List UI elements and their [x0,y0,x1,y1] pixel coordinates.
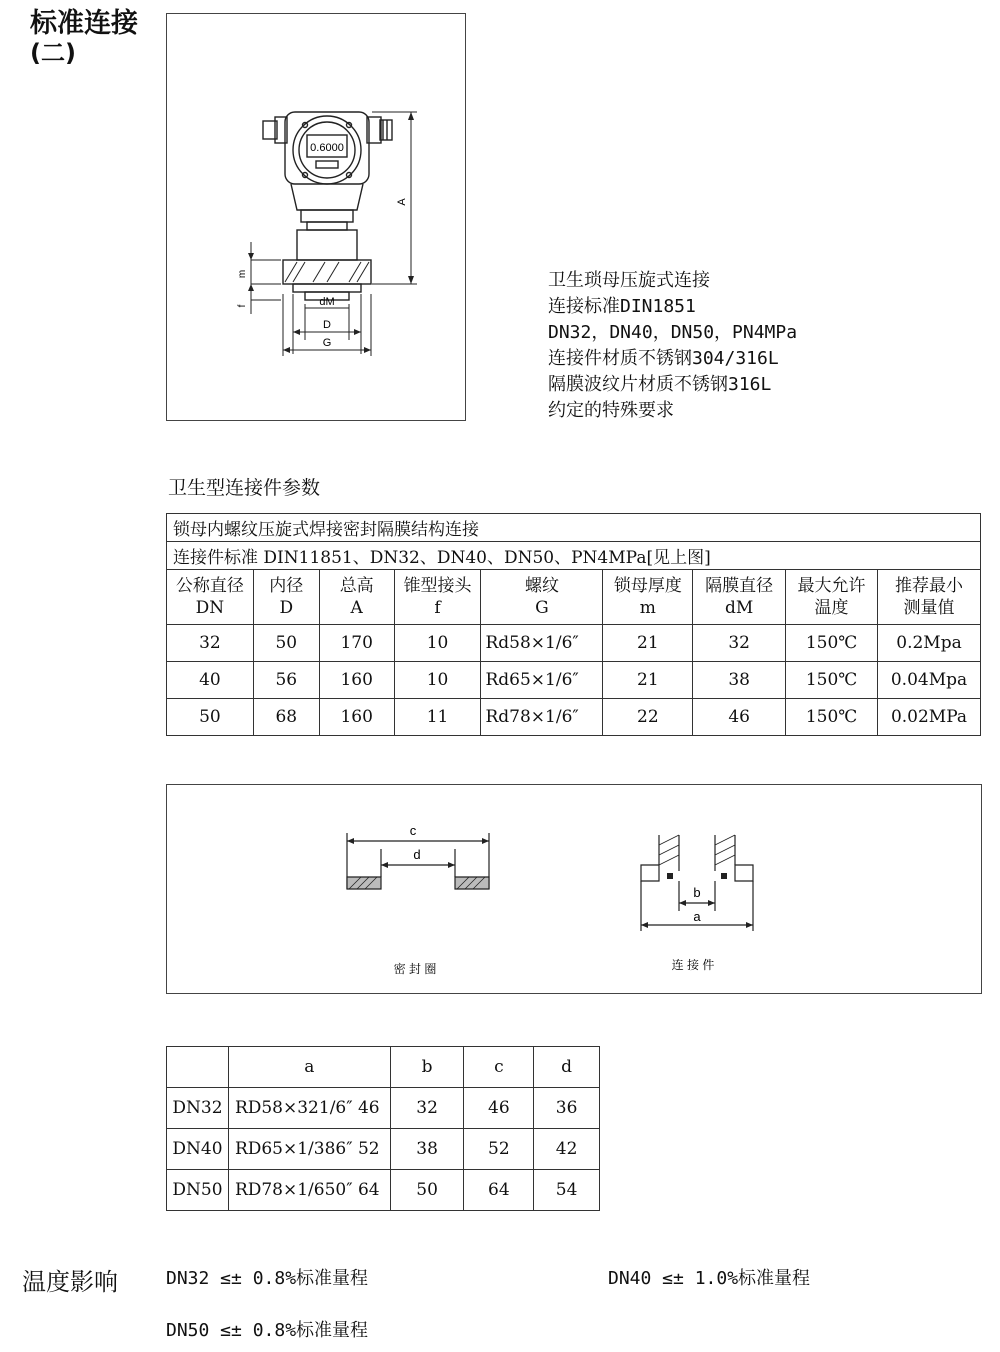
params-table-standard: 连接件标准 DIN11851、DN32、DN40、DN50、PN4MPa[见上图] [167,542,981,570]
display-value: 0.6000 [310,142,344,154]
cell: 150℃ [786,662,878,699]
cell: 46 [464,1088,534,1129]
header-cell: 隔膜直径 dM [693,570,786,625]
cell: 160 [319,699,394,736]
header-cell: 推荐最小 测量值 [878,570,981,625]
cell: 64 [464,1170,534,1211]
cell: DN40 [167,1129,229,1170]
cell: 68 [253,699,319,736]
params-table [166,513,981,736]
table-row [167,1170,600,1211]
transmitter-drawing [167,14,465,420]
cell: 0.02MPa [878,699,981,736]
label-dm: dM [319,296,335,308]
transmitter-drawing-frame [166,13,466,421]
header-cell: c [464,1047,534,1088]
header-cell: d [534,1047,600,1088]
table-row [167,1129,600,1170]
cell: 52 [464,1129,534,1170]
cell: Rd65×1/6″ [481,662,603,699]
page-subtitle: (二) [30,39,76,67]
header-cell: 总高 A [319,570,394,625]
label-d: D [323,319,331,331]
seal-drawing [167,785,981,993]
header-cell: 公称直径 DN [167,570,254,625]
cell: 10 [394,625,481,662]
temperature-item-dn32: DN32 ≤± 0.8%标准量程 [166,1268,369,1289]
cell: 38 [693,662,786,699]
spec-list [548,268,797,424]
cell: 160 [319,662,394,699]
cell: RD58×321/6″ 46 [228,1088,390,1129]
cell: 11 [394,699,481,736]
header-cell: b [390,1047,464,1088]
seal-caption: 密 封 圈 [393,962,437,976]
header-cell: a [228,1047,390,1088]
cell: DN50 [167,1170,229,1211]
cell: 10 [394,662,481,699]
temperature-title: 温度影响 [22,1268,118,1296]
cell: 170 [319,625,394,662]
seal-label-c: c [409,823,417,838]
cell: 0.2Mpa [878,625,981,662]
cell: 42 [534,1129,600,1170]
dimension-table-header [167,1047,600,1088]
spec-item: 卫生琐母压旋式连接 [548,270,710,291]
spec-item: 连接件材质不锈钢304/316L [548,348,779,369]
temperature-item-dn50: DN50 ≤± 0.8%标准量程 [166,1320,369,1341]
label-a: A [396,198,408,206]
spec-item: 隔膜波纹片材质不锈钢316L [548,374,772,395]
table-row [167,625,981,662]
cell: 36 [534,1088,600,1129]
cell: Rd78×1/6″ [481,699,603,736]
label-g: G [322,337,332,349]
page-title: 标准连接 [30,8,138,39]
header-cell [167,1047,229,1088]
spec-item: 约定的特殊要求 [548,400,674,421]
cell: 150℃ [786,699,878,736]
cell: 38 [390,1129,464,1170]
cell: 40 [167,662,254,699]
table-row [167,662,981,699]
spec-item: DN32，DN40，DN50，PN4MPa [548,322,798,343]
cell: 56 [253,662,319,699]
cell: 21 [603,662,693,699]
cell: 0.04Mpa [878,662,981,699]
cell: 54 [534,1170,600,1211]
cell: Rd58×1/6″ [481,625,603,662]
cell: 150℃ [786,625,878,662]
seal-drawing-frame [166,784,982,994]
cell: 50 [167,699,254,736]
params-table-title: 锁母内螺纹压旋式焊接密封隔膜结构连接 [167,514,981,542]
header-cell: 螺纹 G [481,570,603,625]
params-table-header [167,570,981,625]
header-cell: 锁母厚度 m [603,570,693,625]
cell: 32 [390,1088,464,1129]
cell: 32 [693,625,786,662]
connector-label-b: b [693,885,701,900]
connector-caption: 连 接 件 [671,958,715,972]
cell: 46 [693,699,786,736]
temperature-item-dn40: DN40 ≤± 1.0%标准量程 [608,1268,811,1289]
label-f: f [237,304,248,308]
cell: 50 [253,625,319,662]
header-cell: 锥型接头 f [394,570,481,625]
table-row [167,1088,600,1129]
params-section-title: 卫生型连接件参数 [168,477,321,499]
cell: RD65×1/386″ 52 [228,1129,390,1170]
header-cell: 内径 D [253,570,319,625]
spec-item: 连接标准DIN1851 [548,296,696,317]
connector-label-a: a [693,909,701,924]
cell: 22 [603,699,693,736]
cell: RD78×1/650″ 64 [228,1170,390,1211]
table-row [167,699,981,736]
cell: 21 [603,625,693,662]
cell: DN32 [167,1088,229,1129]
seal-label-d: d [413,847,421,862]
label-m: m [237,269,248,279]
dimension-table [166,1046,600,1211]
cell: 50 [390,1170,464,1211]
cell: 32 [167,625,254,662]
header-cell: 最大允许 温度 [786,570,878,625]
